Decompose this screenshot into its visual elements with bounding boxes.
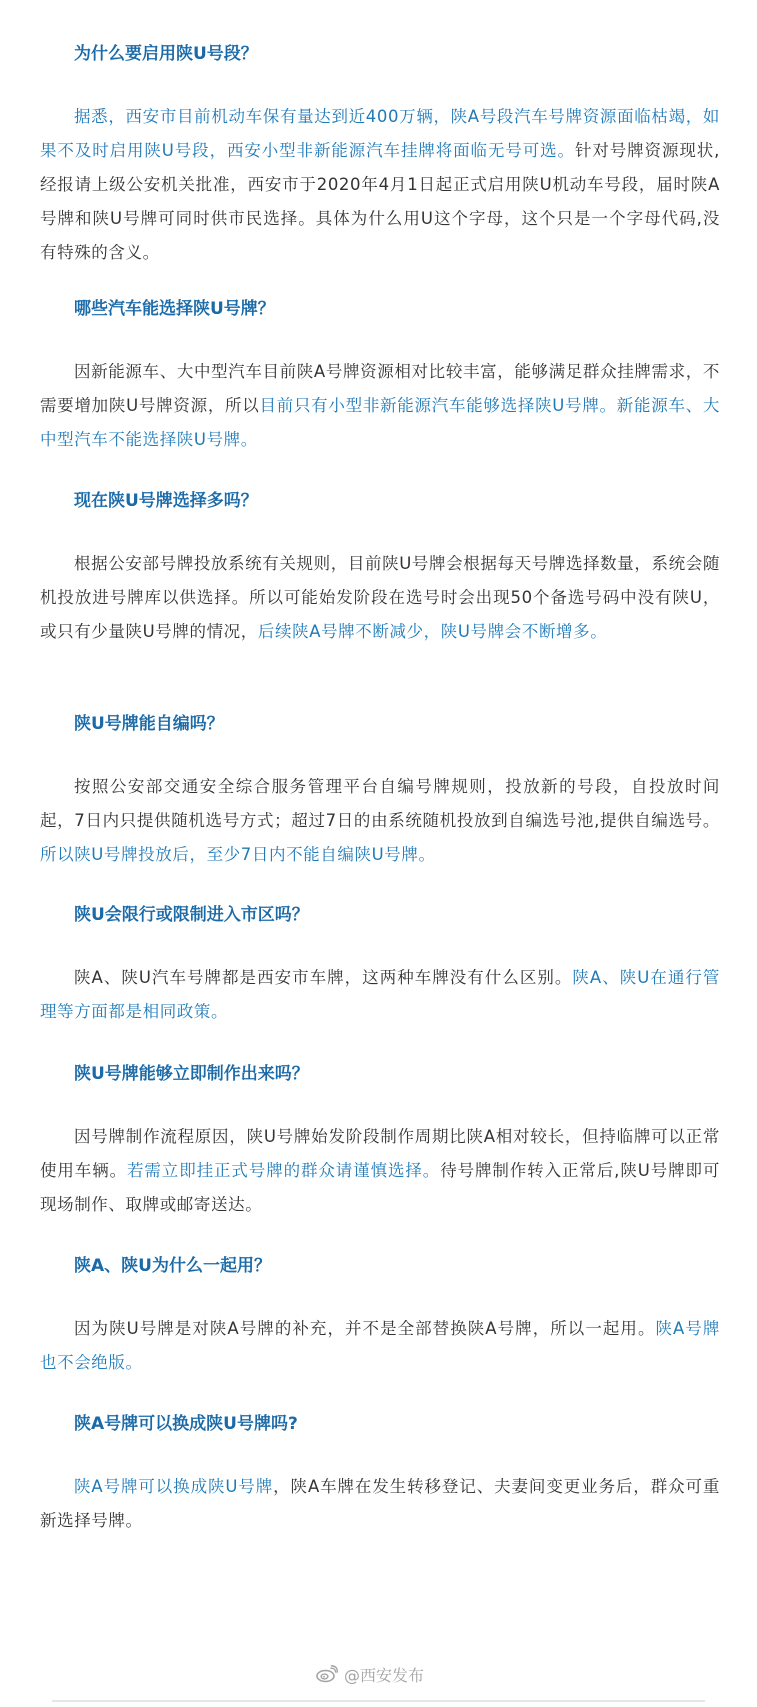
section-heading: 陕A号牌可以换成陕U号牌吗?: [74, 1414, 298, 1434]
highlighted-text: 陕A号牌也不会绝版。: [40, 1319, 720, 1372]
body-text: 根据公安部号牌投放系统有关规则，目前陕U号牌会根据每天号牌选择数量，系统会随机投放进号牌库以供选择。所以可能始发阶段在选号时会出现50个备选号码中没有陕U，或只有少量陕U号牌的情况，: [40, 554, 720, 641]
section-heading: 陕U会限行或限制进入市区吗？: [74, 905, 309, 925]
body-text: ，陕A车牌在发生转移登记、夫妻间变更业务后，群众可重新选择号牌。: [40, 1477, 720, 1530]
watermark-text: @西安发布: [344, 1665, 425, 1685]
body-text: 陕A、陕U汽车号牌都是西安市车牌，这两种车牌没有什么区别。: [74, 968, 573, 987]
section-heading: 现在陕U号牌选择多吗？: [74, 491, 258, 511]
highlighted-text: 所以陕U号牌投放后，至少7日内不能自编陕U号牌。: [40, 845, 436, 864]
body-text: 待号牌制作转入正常后,陕U号牌即可现场制作、取牌或邮寄送达。: [40, 1161, 720, 1214]
section-heading: 陕U号牌能够立即制作出来吗？: [74, 1064, 309, 1084]
section-heading: 陕U号牌能自编吗？: [74, 714, 224, 734]
weibo-watermark: [316, 1661, 424, 1687]
section-heading: 陕A、陕U为什么一起用？: [74, 1256, 271, 1276]
body-text: 因新能源车、大中型汽车目前陕A号牌资源相对比较丰富，能够满足群众挂牌需求，不需要增加陕U号牌资源，所以: [40, 362, 720, 415]
highlighted-text: 陕A号牌可以换成陕U号牌: [74, 1477, 274, 1496]
section-body: [40, 100, 720, 270]
section-body: [40, 355, 720, 457]
section-body: [40, 1312, 720, 1380]
body-text: 按照公安部交通安全综合服务管理平台自编号牌规则，投放新的号段，自投放时间起，7日内只提供随机选号方式；超过7日的由系统随机投放到自编选号池,提供自编选号。: [40, 777, 720, 830]
section-body: [40, 1120, 720, 1222]
weibo-icon: [316, 1665, 338, 1683]
body-text: 针对号牌资源现状,经报请上级公安机关批准，西安市于2020年4月1日起正式启用陕U机动车号段，届时陕A号牌和陕U号牌可同时供市民选择。具体为什么用U这个字母，这个只是一个字母代码,没有特殊的含义。: [40, 141, 720, 262]
section-body: [40, 770, 720, 872]
body-text: 因号牌制作流程原因，陕U号牌始发阶段制作周期比陕A相对较长，但持临牌可以正常使用车辆。: [40, 1127, 720, 1180]
highlighted-text: 据悉，西安市目前机动车保有量达到近400万辆，陕A号段汽车号牌资源面临枯竭，如果不及时启用陕U号段，西安小型非新能源汽车挂牌将面临无号可选。: [40, 107, 720, 160]
section-body: [40, 961, 720, 1029]
footer: [0, 1690, 757, 1707]
footer-divider: [52, 1700, 705, 1702]
highlighted-text: 陕A、陕U在通行管理等方面都是相同政策。: [40, 968, 720, 1021]
section-heading: 为什么要启用陕U号段？: [74, 44, 258, 64]
section-body: [40, 1470, 720, 1538]
highlighted-text: 目前只有小型非新能源汽车能够选择陕U号牌。新能源车、大中型汽车不能选择陕U号牌。: [40, 396, 720, 449]
highlighted-text: 若需立即挂正式号牌的群众请谨慎选择。: [127, 1161, 441, 1180]
section-body: [40, 547, 720, 649]
body-text: 因为陕U号牌是对陕A号牌的补充，并不是全部替换陕A号牌，所以一起用。: [74, 1319, 656, 1338]
highlighted-text: 后续陕A号牌不断减少，陕U号牌会不断增多。: [257, 622, 608, 641]
section-heading: 哪些汽车能选择陕U号牌？: [74, 299, 275, 319]
